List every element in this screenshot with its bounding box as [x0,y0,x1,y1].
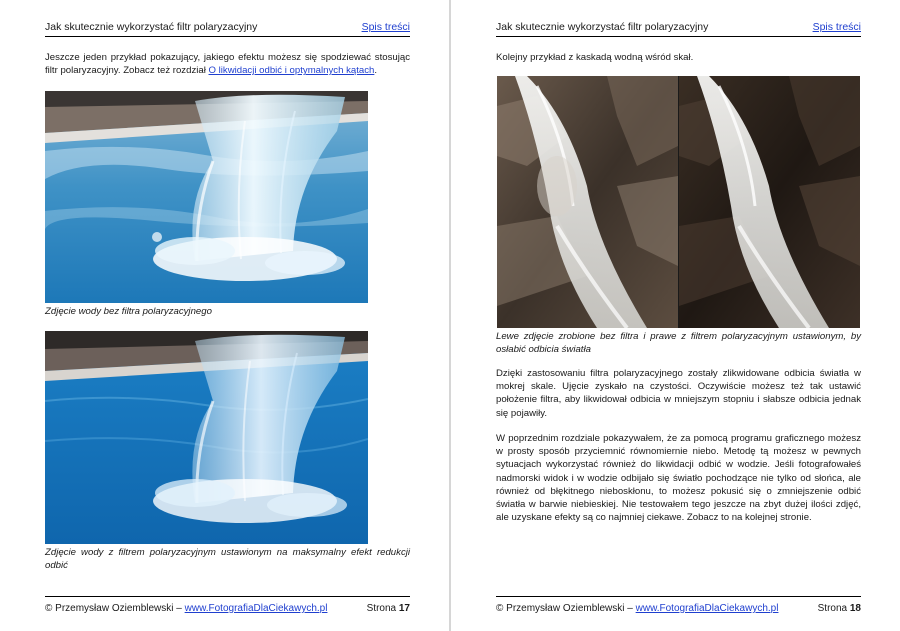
toc-link[interactable]: Spis treści [812,21,861,33]
paragraph-2: W poprzednim rozdziale pokazywałem, że za pomocą programu graficznego możesz w prosty sposób przyciemnić równomiernie niebo. Metodę tą możesz w pewnych sytuacjach wykorzystać również do likwidacji odbić w wodzie. Jeśli fotografowałeś nadmorski widok i w wodzie odbijało się światło pochodzące nie tylko od słońca, ale również od błękitnego nieboskłonu, to możesz pokusić się o zmniejszenie odbić światła w barwie niebieskiej. Nie testowałem tego jeszcze na zbyt dużej ilości zdjęć, ale uzyskane efekty są co najmniej ciekawe. Zobacz to na kolejnej stronie. [496,433,861,524]
photo-caption: Lewe zdjęcie zrobione bez filtra i prawe z filtrem polaryzacyjnym ustawionym, by osłabić odbicia światła [496,331,861,355]
page-18 [451,0,900,631]
page-number: Strona 17 [366,603,410,614]
header-title: Jak skutecznie wykorzystać filtr polaryzacyjny [496,21,709,33]
intro-paragraph: Jeszcze jeden przykład pokazujący, jakiego efektu możesz się spodziewać stosując filtr polaryzacyjny. Zobacz też rozdział O likwidacji odbić i optymalnych kątach. [45,52,410,77]
page-footer [496,596,861,617]
toc-link[interactable]: Spis treści [361,21,410,33]
photo2-caption: Zdjęcie wody z filtrem polaryzacyjnym ustawionym na maksymalny efekt redukcji odbić [45,547,410,571]
page-number: Strona 18 [817,603,861,614]
photo1-caption: Zdjęcie wody bez filtra polaryzacyjnego [45,306,212,317]
website-link[interactable]: www.FotografiaDlaCiekawych.pl [635,603,779,614]
waterfall-comparison-photo [497,76,860,328]
chapter-link[interactable]: O likwidacji odbić i optymalnych kątach [208,65,375,77]
paragraph-1: Dzięki zastosowaniu filtra polaryzacyjnego zostały zlikwidowane odbicia światła w mokrej skale. Ujęcie zyskało na czystości. Oczywiście możesz też tak ustawić położenie filtra, aby likwidował odbicia w mniejszym stopniu i słabsze odbicia jednak się pojawiły. [496,368,861,419]
header-title: Jak skutecznie wykorzystać filtr polaryzacyjny [45,21,258,33]
intro-paragraph: Kolejny przykład z kaskadą wodną wśród skał. [496,52,694,63]
website-link[interactable]: www.FotografiaDlaCiekawych.pl [184,603,328,614]
footer-author: © Przemysław Oziemblewski – www.FotografiaDlaCiekawych.pl [496,603,779,614]
pool-photo-no-filter [45,91,368,303]
footer-author: © Przemysław Oziemblewski – www.FotografiaDlaCiekawych.pl [45,603,328,614]
pool-photo-with-filter [45,331,368,544]
page-footer [45,596,410,617]
page-17 [0,0,449,631]
page-header [496,20,861,37]
page-header [45,20,410,37]
